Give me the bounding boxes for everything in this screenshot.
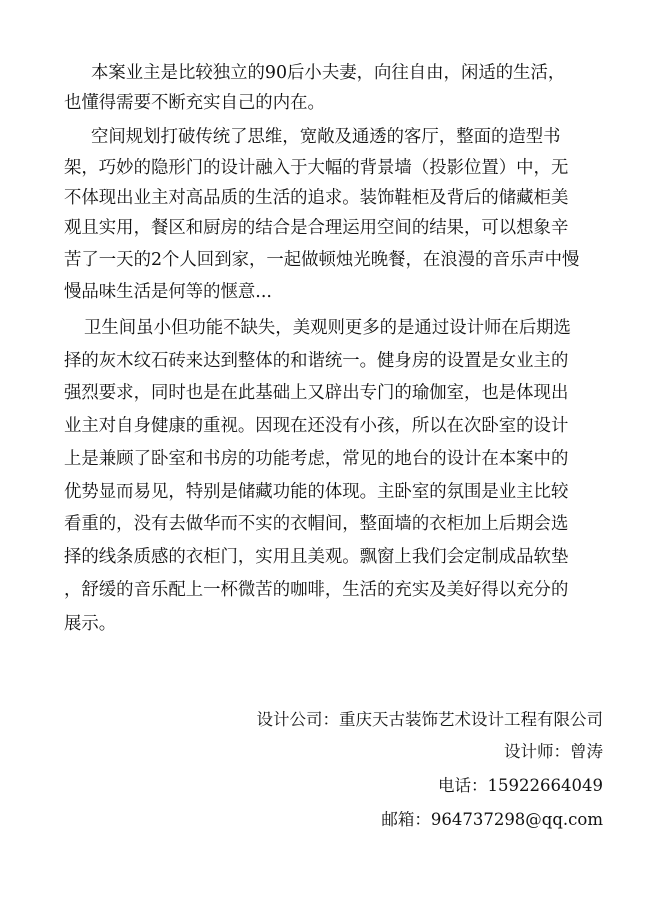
paragraph-2-line-3: 不体现出业主对高品质的生活的追求。装饰鞋柜及背后的储藏柜美 (64, 188, 569, 208)
phone-number: 电话：15922664049 (438, 776, 603, 795)
paragraph-1-line-2: 也懂得需要不断充实自己的内在。 (64, 93, 325, 113)
email-address: 邮箱：964737298@qq.com (381, 810, 603, 829)
paragraph-3-line-7: 看重的，没有去做华而不实的衣帽间，整面墙的衣柜加上后期会选 (64, 514, 569, 534)
company-name: 设计公司：重庆天古装饰艺术设计工程有限公司 (256, 710, 603, 729)
paragraph-2-line-6: 慢品味生活是何等的惬意... (64, 282, 272, 302)
paragraph-3-line-5: 上是兼顾了卧室和书房的功能考虑，常见的地台的设计在本案中的 (64, 449, 569, 469)
paragraph-3-line-1: 卫生间虽小但功能不缺失，美观则更多的是通过设计师在后期选 (84, 318, 571, 338)
paragraph-3-line-3: 强烈要求，同时也是在此基础上又辟出专门的瑜伽室，也是体现出 (64, 383, 569, 403)
paragraph-3-line-8: 择的线条质感的衣柜门，实用且美观。飘窗上我们会定制成品软垫 (64, 547, 569, 567)
paragraph-2-line-4: 观且实用，餐区和厨房的结合是合理运用空间的结果，可以想象辛 (64, 218, 569, 238)
paragraph-3-line-9: ，舒缓的音乐配上一杯微苦的咖啡，生活的充实及美好得以充分的 (64, 580, 569, 600)
paragraph-3-line-2: 择的灰木纹石砖来达到整体的和谐统一。健身房的设置是女业主的 (64, 351, 569, 371)
designer-name: 设计师：曾涛 (504, 742, 603, 761)
paragraph-2-line-1: 空间规划打破传统了思维，宽敞及通透的客厅，整面的造型书 (91, 127, 561, 147)
paragraph-3-line-6: 优势显而易见，特别是储藏功能的体现。主卧室的氛围是业主比较 (64, 482, 569, 502)
paragraph-2-line-2: 架，巧妙的隐形门的设计融入于大幅的背景墙（投影位置）中，无 (64, 158, 569, 178)
paragraph-1-line-1: 本案业主是比较独立的90后小夫妻，向往自由，闲适的生活， (91, 63, 566, 83)
paragraph-3-line-10: 展示。 (64, 614, 117, 634)
paragraph-2-line-5: 苦了一天的2个人回到家，一起做顿烛光晚餐，在浪漫的音乐声中慢 (64, 250, 580, 270)
paragraph-3-line-4: 业主对自身健康的重视。因现在还没有小孩，所以在次卧室的设计 (64, 416, 569, 436)
